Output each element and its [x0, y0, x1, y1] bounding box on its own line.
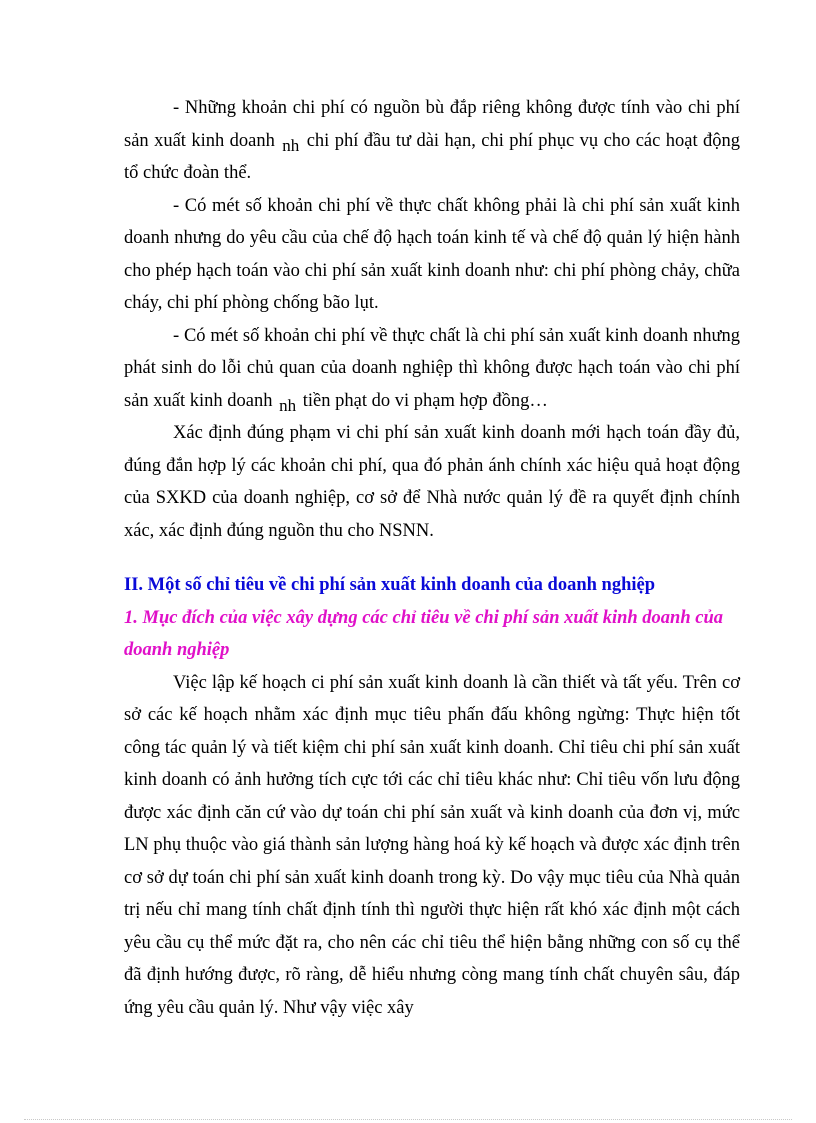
paragraph-allowed-costs: - Có mét số khoản chi phí về thực chất không phải là chi phí sản xuất kinh doanh nhưng do yêu cầu của chế độ hạch toán kinh tế và chế độ quản lý hiện hành cho phép hạch toán vào chi phí sản xuất kinh doanh như: chi phí phòng chảy, chữa cháy, chi phí phòng chống bão lụt.	[124, 195, 740, 313]
paragraph-planning-purpose: Việc lập kế hoạch ci phí sản xuất kinh doanh là cần thiết và tất yếu. Trên cơ sở các kế hoạch nhằm xác định mục tiêu phấn đấu không ngừng: Thực hiện tốt công tác quản lý và tiết kiệm chi phí sản xuất kinh doanh. Chỉ tiêu chi phí sản xuất kinh doanh có ảnh hưởng tích cực tới các chỉ tiêu khác như: Chỉ tiêu vốn lưu động được xác định căn cứ vào dự toán chi phí sản xuất và kinh doanh của đơn vị, mức LN phụ thuộc vào giá thành sản lượng hàng hoá kỳ kế hoạch và được xác định trên cơ sở dự toán chi phí sản xuất kinh doanh trong kỳ. Do vậy mục tiêu của Nhà quản trị nếu chỉ mang tính chất định tính thì người thực hiện rất khó xác định một cách yêu cầu cụ thể mức đặt ra, cho nên các chỉ tiêu thể hiện bằng những con số cụ thể đã định hướng được, rõ ràng, dễ hiểu nhưng còng mang tính chất chuyên sâu, đáp ứng yêu cầu quản lý. Như vậy việc xây	[124, 672, 740, 1018]
paragraph-scope-conclusion: Xác định đúng phạm vi chi phí sản xuất kinh doanh mới hạch toán đầy đủ, đúng đắn hợp lý các khoản chi phí, qua đó phản ánh chính xác hiệu quả hoạt động của SXKD của doanh nghiệp, cơ sở để Nhà nước quản lý đề ra quyết định chính xác, xác định đúng nguồn thu cho NSNN.	[124, 423, 740, 541]
sub-heading: 1. Mục đích của việc xây dựng các chỉ tiêu về chi phí sản xuất kinh doanh của doanh nghiệp	[124, 607, 723, 660]
abbreviation-nh: nh	[282, 135, 300, 155]
paragraph-excluded-costs: - Những khoản chi phí có nguồn bù đắp riêng không được tính vào chi phí sản xuất kinh doanh nh chi phí đầu tư dài hạn, chi phí phục vụ cho các hoạt động tổ chức đoàn thể.	[124, 98, 741, 183]
paragraph-not-allowed-costs: - Có mét số khoản chi phí về thực chất là chi phí sản xuất kinh doanh nhưng phát sinh do lỗi chủ quan của doanh nghiệp thì không được hạch toán vào chi phí sản xuất kinh doanh nh tiền phạt do vi phạm hợp đồng…	[124, 325, 740, 415]
section-heading: II. Một số chỉ tiêu về chi phí sản xuất kinh doanh của doanh nghiệp	[124, 575, 655, 595]
page-content	[124, 92, 740, 1024]
abbreviation-nh: nh	[279, 395, 297, 415]
footer-divider	[24, 1119, 792, 1120]
